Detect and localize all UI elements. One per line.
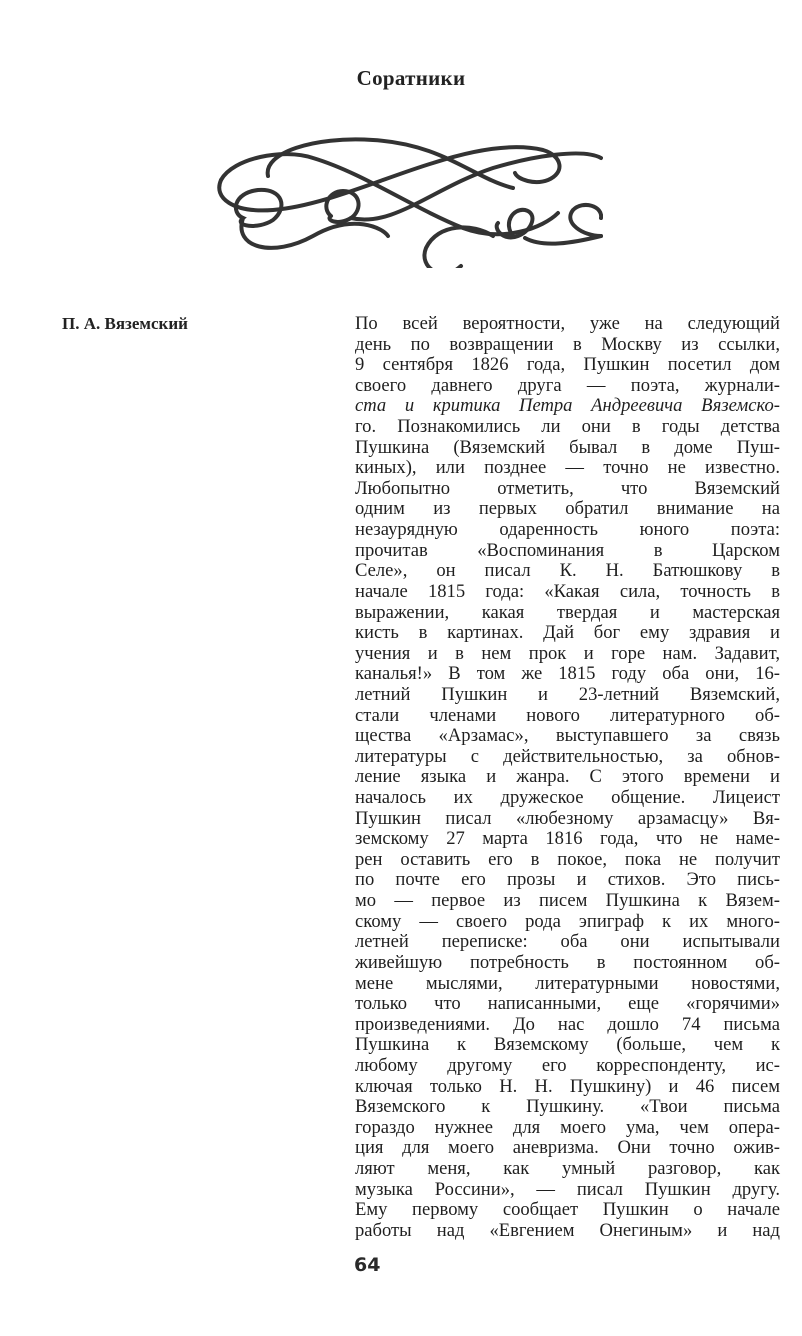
text-line: работы над «Евгением Онегиным» и над: [355, 1219, 780, 1241]
text-line: мене мыслями, литературными новостями,: [355, 972, 780, 994]
text-line: стали членами нового литературного об-: [355, 704, 780, 726]
ornament-stroke: [525, 236, 601, 244]
ornament-stroke: [570, 205, 601, 236]
text-line: живейшую потребность в постоянном об-: [355, 951, 780, 973]
text-line: Ему первому сообщает Пушкин о начале: [355, 1199, 780, 1221]
text-line: только что написанными, еще «горячими»: [355, 993, 780, 1015]
text-line: день по возвращении в Москву из ссылки,: [355, 333, 780, 355]
text-line: Пушкин писал «любезному арзамасцу» Вя-: [355, 807, 780, 829]
text-line: го. Познакомились ли они в годы детства: [355, 416, 780, 438]
flourish-ornament-icon: [213, 118, 603, 268]
ornament-stroke: [351, 153, 601, 219]
text-line: одним из первых обратил внимание на: [355, 498, 780, 520]
text-line: своего давнего друга — поэта, журнали-: [355, 374, 780, 396]
section-title: Соратники: [356, 66, 466, 90]
text-line: Любопытно отметить, что Вяземский: [355, 477, 780, 499]
body-paragraph: [355, 314, 780, 1241]
text-line: ключая только Н. Н. Пушкину) и 46 писем: [355, 1075, 780, 1097]
text-line: По всей вероятности, уже на следующий: [355, 313, 780, 334]
text-line: щества «Арзамас», выступавшего за связь: [355, 725, 780, 747]
text-line: Вяземского к Пушкину. «Твои письма: [355, 1096, 780, 1118]
page-number: 64: [354, 1254, 381, 1276]
text-line: ста и критика Петра Андреевича Вяземско-: [355, 395, 780, 417]
text-line: Селе», он писал К. Н. Батюшкову в: [355, 560, 780, 582]
text-line: каналья!» В том же 1815 году оба они, 16-: [355, 663, 780, 685]
text-line: учения и в нем прок и горе нам. Задавит,: [355, 642, 780, 664]
text-line: началось их дружеское общение. Лицеист: [355, 787, 780, 809]
text-line: любому другому его корреспонденту, ис-: [355, 1054, 780, 1076]
text-line: кисть в картинах. Дай бог ему здравия и: [355, 622, 780, 644]
text-line: Пушкина (Вяземский бывал в доме Пуш-: [355, 436, 780, 458]
text-line: летний Пушкин и 23-летний Вяземский,: [355, 683, 780, 705]
text-line: киных), или позднее — точно не известно.: [355, 457, 780, 479]
ornament-stroke: [268, 139, 513, 188]
text-line: летней переписке: оба они испытывали: [355, 931, 780, 953]
text-line: скому — своего рода эпиграф к их много-: [355, 910, 780, 932]
text-line: начале 1815 года: «Какая сила, точность в: [355, 580, 780, 602]
text-line: ляют меня, как умный разговор, как: [355, 1157, 780, 1179]
text-line: гораздо нужнее для моего ума, чем опера-: [355, 1116, 780, 1138]
text-line: ление языка и жанра. С этого времени и: [355, 766, 780, 788]
text-line: ция для моего аневризма. Они точно ожив-: [355, 1137, 780, 1159]
text-line: земскому 27 марта 1816 года, что не наме-: [355, 828, 780, 850]
text-line: незаурядную одаренность юного поэта:: [355, 519, 780, 541]
text-line: Пушкина к Вяземскому (больше, чем к: [355, 1034, 780, 1056]
text-line: мо — первое из писем Пушкина к Вязем-: [355, 890, 780, 912]
text-line: литературы с действительностью, за обнов-: [355, 745, 780, 767]
text-line: 9 сентября 1826 года, Пушкин посетил дом: [355, 354, 780, 376]
text-line: выражении, какая твердая и мастерская: [355, 601, 780, 623]
text-line: по почте его прозы и стихов. Это пись-: [355, 869, 780, 891]
text-line: музыка Россини», — писал Пушкин другу.: [355, 1178, 780, 1200]
text-line: рен оставить его в покое, пока не получит: [355, 848, 780, 870]
text-line: прочитав «Воспоминания в Царском: [355, 539, 780, 561]
text-line: произведениями. До нас дошло 74 письма: [355, 1013, 780, 1035]
side-heading-name: П. А. Вяземский: [62, 314, 188, 333]
